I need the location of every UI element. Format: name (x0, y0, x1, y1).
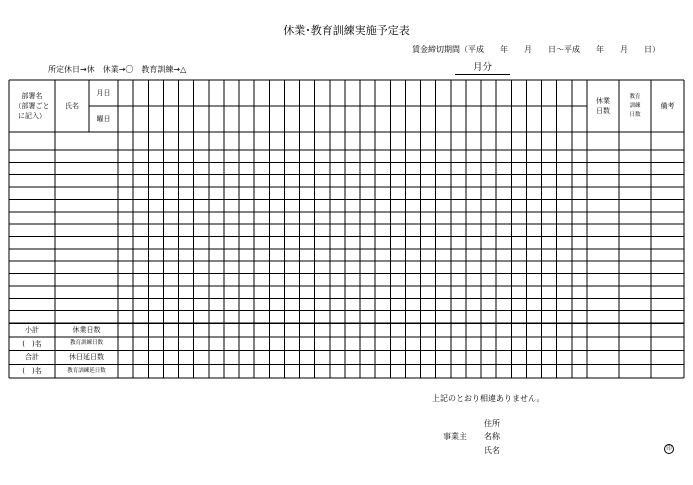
summary-left-label: ( )名 (22, 367, 42, 376)
document-title: 休業･教育訓練実施予定表 (283, 24, 410, 37)
month-day-header: 月日 (96, 89, 111, 97)
month-label: 月分 (455, 61, 510, 75)
summary-left-label: ( )名 (22, 339, 42, 348)
name-header: 氏名 (65, 102, 79, 110)
summary-right-label: 休業日数 (72, 325, 101, 334)
summary-right-label: 教育訓練延日数 (67, 367, 106, 374)
dept-header: 部署名 （部署ごと に記入） (14, 92, 50, 120)
leave-days-header: 休業 日数 (596, 97, 610, 115)
training-days-header: 教育 訓練 日数 (629, 93, 641, 118)
seal-mark: 印 (664, 444, 674, 454)
summary-right-label: 教育訓練日数 (69, 340, 103, 347)
company-name-label: 名称 (484, 432, 500, 441)
weekday-header: 曜日 (96, 115, 111, 123)
summary-left-label: 小計 (25, 325, 39, 334)
summary-left-label: 合計 (25, 353, 39, 362)
confirmation-text: 上記のとおり相違ありません。 (432, 394, 545, 403)
legend-text: 所定休日→休 休業→〇 教育訓練→△ (48, 65, 187, 74)
remarks-header: 備考 (660, 102, 675, 110)
person-name-label: 氏名 (484, 446, 500, 455)
employer-label: 事業主 (443, 432, 467, 441)
summary-right-label: 休日延日数 (69, 353, 104, 362)
address-label: 住所 (484, 419, 500, 428)
wage-period: 賃金締切期間（平成 年 月 日～平成 年 月 日） (412, 45, 660, 54)
